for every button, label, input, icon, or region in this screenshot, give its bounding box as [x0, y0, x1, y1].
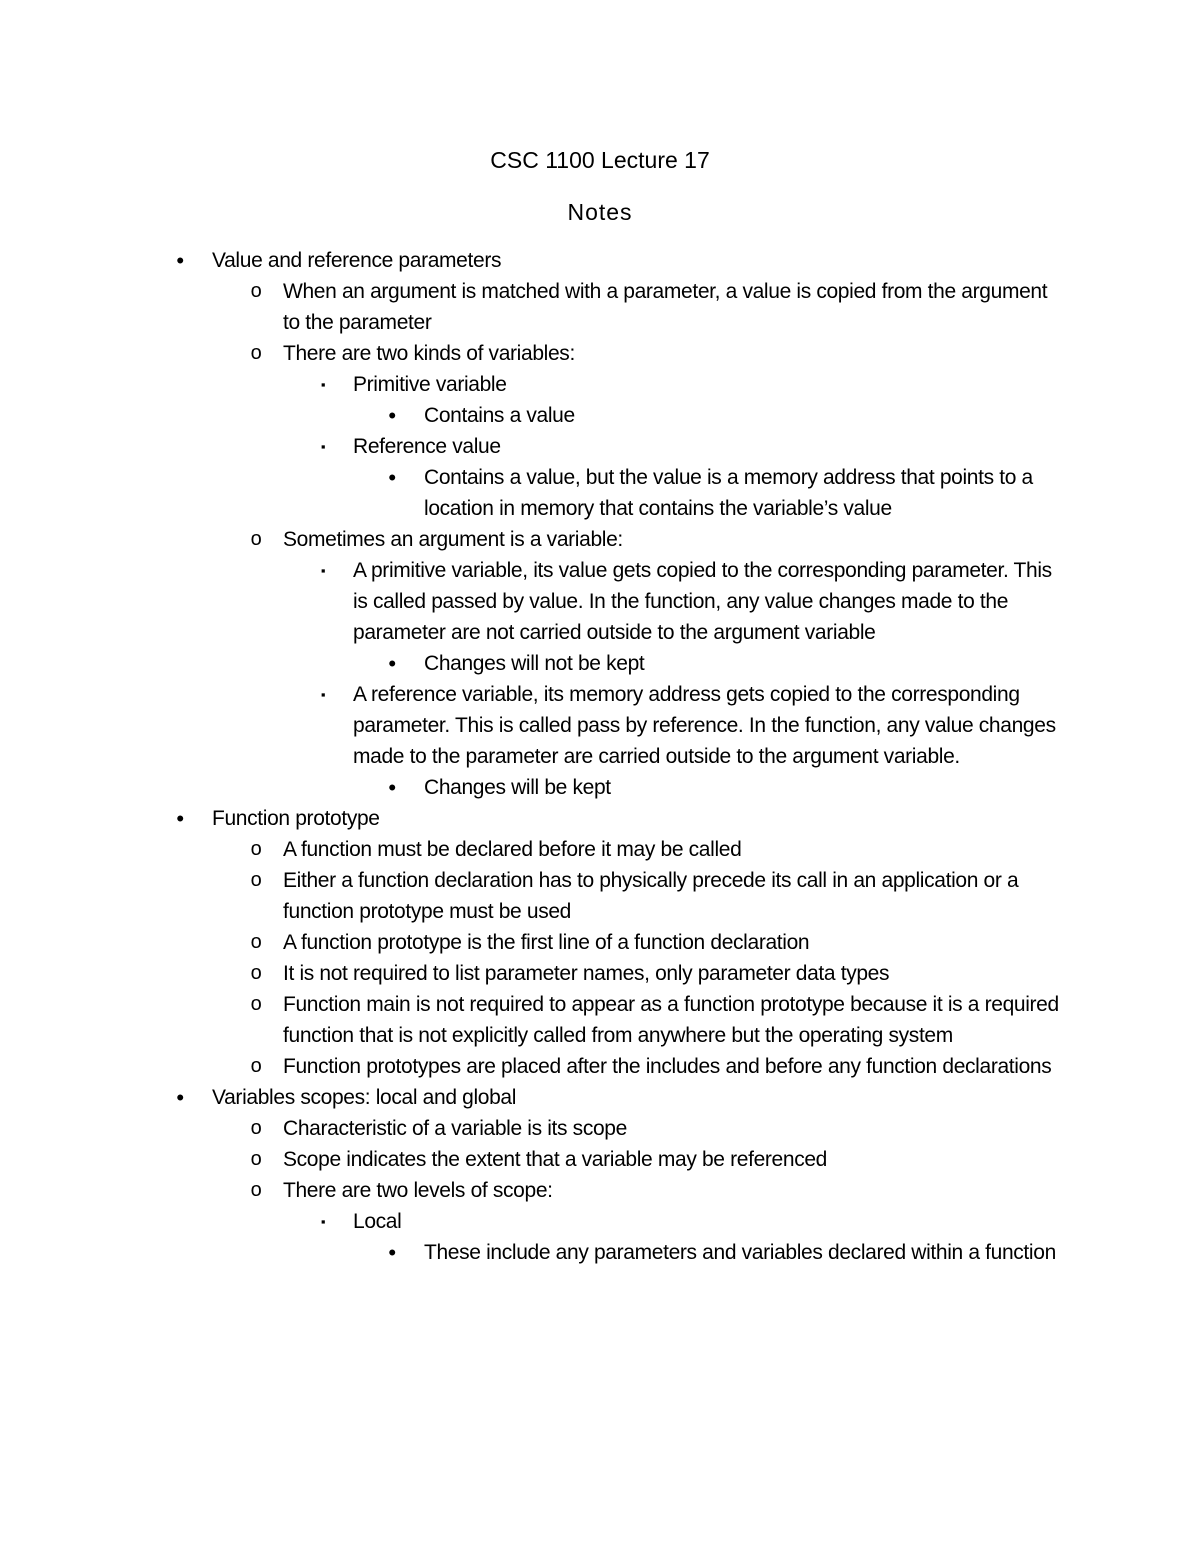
- square-bullet-icon: ▪: [320, 563, 326, 578]
- list-item: [0, 679, 1063, 772]
- bullet-icon: •: [388, 775, 396, 800]
- bullet-icon: •: [176, 248, 184, 273]
- list-item: [0, 772, 1064, 803]
- list-item: [0, 400, 1064, 431]
- list-item: [0, 245, 1062, 276]
- list-item: [0, 803, 1062, 834]
- list-item: [0, 555, 1063, 648]
- list-item-text: Changes will not be kept: [424, 652, 645, 675]
- bullet-icon: •: [176, 1085, 184, 1110]
- page-subtitle: Notes: [567, 199, 633, 225]
- list-item-text: Primitive variable: [353, 373, 507, 396]
- square-bullet-icon: ▪: [320, 687, 326, 702]
- circle-bullet-icon: o: [250, 1117, 262, 1139]
- square-bullet-icon: ▪: [320, 439, 326, 454]
- list-item-text: Function main is not required to appear as a function prototype because it is a required function that is not explicitly called from anywhere but the operating system: [283, 993, 1059, 1047]
- circle-bullet-icon: o: [250, 962, 262, 984]
- list-item-text: Changes will be kept: [424, 776, 611, 799]
- list-item: [0, 989, 1063, 1051]
- list-item: [0, 834, 1063, 865]
- list-item: [0, 1175, 1063, 1206]
- circle-bullet-icon: o: [250, 528, 262, 550]
- list-item-text: There are two kinds of variables:: [283, 342, 575, 365]
- circle-bullet-icon: o: [250, 280, 262, 302]
- list-item-text: A function prototype is the first line of a function declaration: [283, 931, 810, 954]
- list-item-text: Function prototypes are placed after the includes and before any function declarations: [283, 1055, 1052, 1078]
- bullet-icon: •: [388, 403, 396, 428]
- circle-bullet-icon: o: [250, 869, 262, 891]
- list-item: [0, 958, 1063, 989]
- list-item-text: Local: [353, 1210, 402, 1233]
- circle-bullet-icon: o: [250, 1055, 262, 1077]
- circle-bullet-icon: o: [250, 342, 262, 364]
- circle-bullet-icon: o: [250, 1179, 262, 1201]
- list-item-text: A reference variable, its memory address gets copied to the corresponding parameter. This is called pass by reference. In the function, any value changes made to the parameter are carried outside to the argument variable.: [353, 683, 1056, 768]
- list-item-text: Either a function declaration has to physically precede its call in an application or a function prototype must be used: [283, 869, 1019, 923]
- list-item: [0, 276, 1063, 338]
- list-item: [0, 524, 1063, 555]
- list-item-text: A primitive variable, its value gets copied to the corresponding parameter. This is called passed by value. In the function, any value changes made to the parameter are not carried outside to the argument variable: [353, 559, 1052, 644]
- list-item: [0, 1113, 1063, 1144]
- list-item: [0, 648, 1064, 679]
- list-item-text: Characteristic of a variable is its scope: [283, 1117, 627, 1140]
- circle-bullet-icon: o: [250, 931, 262, 953]
- list-item: [0, 1206, 1063, 1237]
- list-item: [0, 1144, 1063, 1175]
- list-item: [0, 462, 1064, 524]
- list-item-text: Value and reference parameters: [212, 249, 502, 272]
- list-item: [0, 369, 1063, 400]
- circle-bullet-icon: o: [250, 1148, 262, 1170]
- list-item-text: Scope indicates the extent that a variable may be referenced: [283, 1148, 828, 1171]
- list-item-text: These include any parameters and variables declared within a function: [424, 1241, 1056, 1264]
- circle-bullet-icon: o: [250, 993, 262, 1015]
- list-item: [0, 338, 1063, 369]
- list-item-text: Contains a value: [424, 404, 575, 427]
- list-item-text: Function prototype: [212, 807, 380, 830]
- page-title: CSC 1100 Lecture 17: [490, 147, 710, 173]
- list-item: [0, 1051, 1063, 1082]
- list-item-text: It is not required to list parameter names, only parameter data types: [283, 962, 890, 985]
- list-item: [0, 1082, 1062, 1113]
- notes-outline: [0, 245, 1200, 1268]
- bullet-icon: •: [388, 1240, 396, 1265]
- list-item: [0, 927, 1063, 958]
- circle-bullet-icon: o: [250, 838, 262, 860]
- square-bullet-icon: ▪: [320, 377, 326, 392]
- square-bullet-icon: ▪: [320, 1214, 326, 1229]
- list-item: [0, 431, 1063, 462]
- list-item: [0, 865, 1063, 927]
- list-item-text: There are two levels of scope:: [283, 1179, 553, 1202]
- list-item-text: Contains a value, but the value is a memory address that points to a location in memory that contains the variable’s value: [424, 466, 1033, 520]
- list-item-text: Sometimes an argument is a variable:: [283, 528, 623, 551]
- bullet-icon: •: [176, 806, 184, 831]
- list-item-text: Reference value: [353, 435, 501, 458]
- bullet-icon: •: [388, 651, 396, 676]
- bullet-icon: •: [388, 465, 396, 490]
- list-item-text: When an argument is matched with a parameter, a value is copied from the argument to the parameter: [283, 280, 1048, 334]
- list-item: [0, 1237, 1064, 1268]
- list-item-text: Variables scopes: local and global: [212, 1086, 517, 1109]
- list-item-text: A function must be declared before it may be called: [283, 838, 742, 861]
